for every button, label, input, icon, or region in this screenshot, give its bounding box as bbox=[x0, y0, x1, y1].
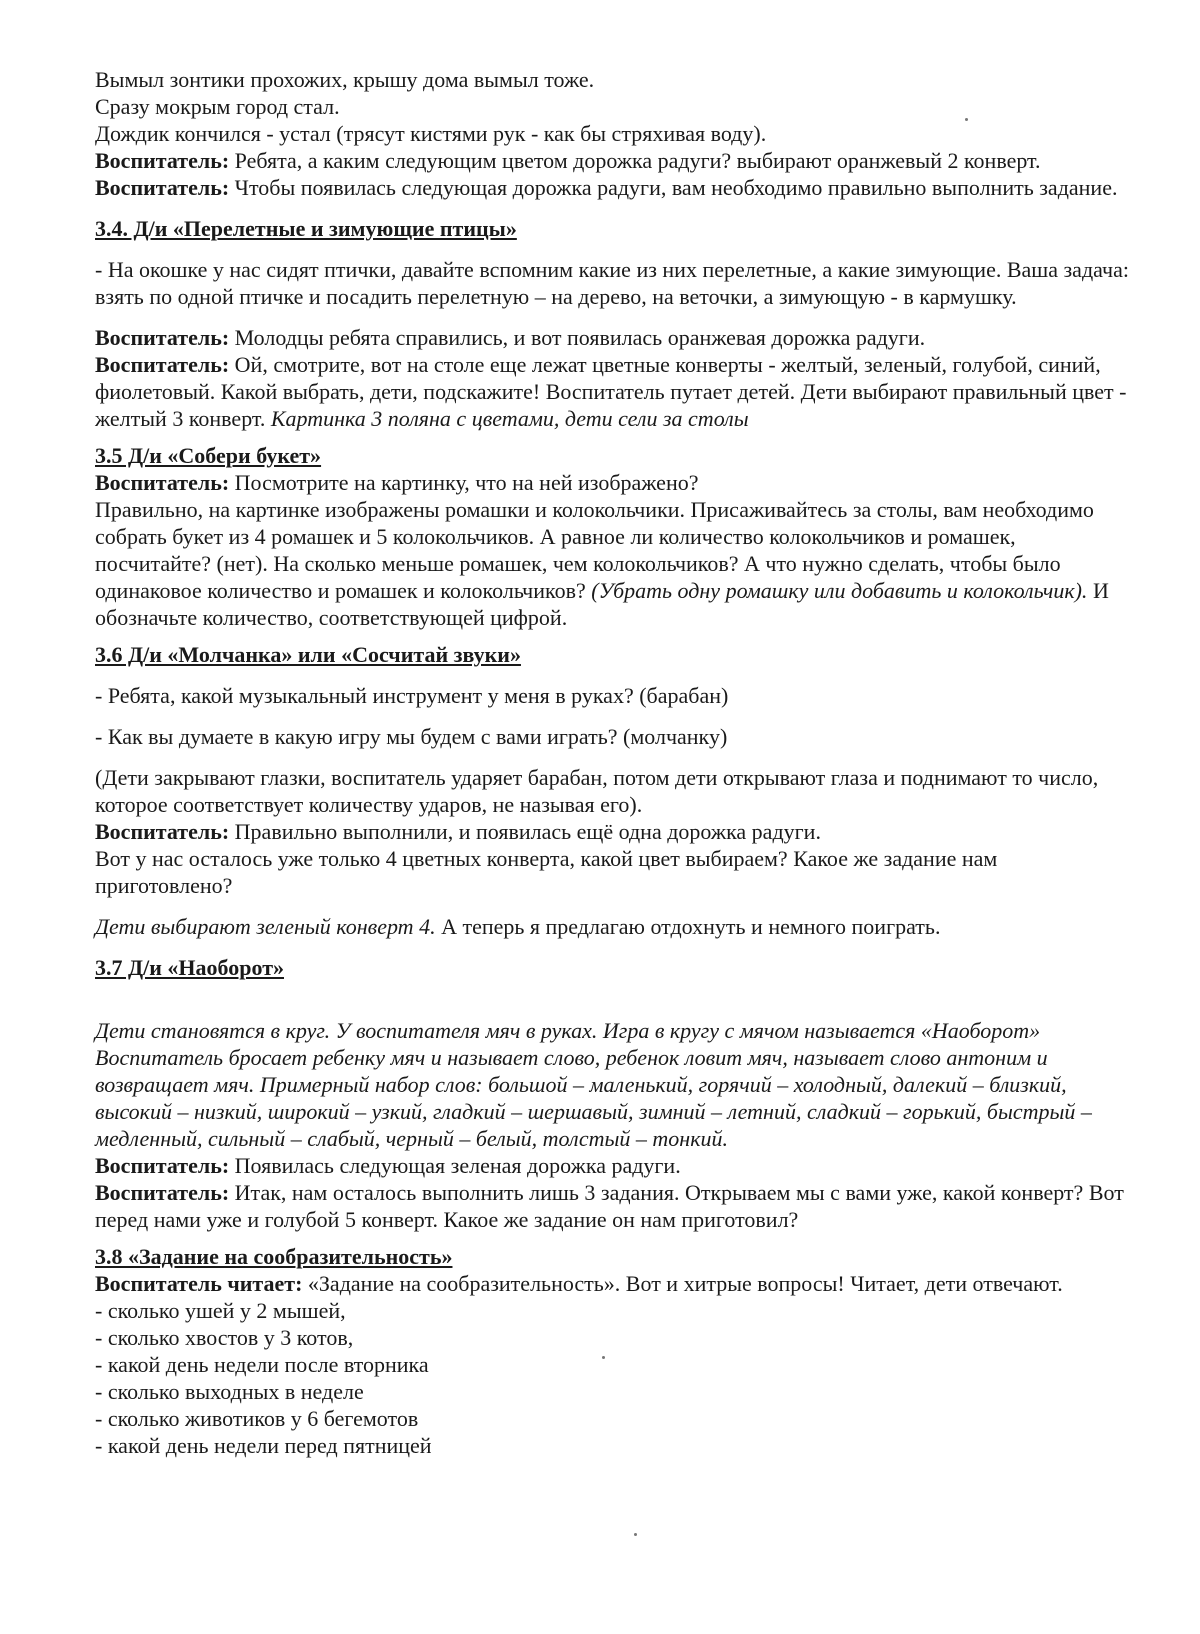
scan-speck bbox=[602, 1356, 605, 1359]
list-item: - какой день недели после вторника bbox=[95, 1352, 429, 1377]
italic-note: Дети становятся в круг. У воспитателя мяч в руках. Игра в кругу с мячом называется «Наоборот» Воспитатель бросает ребенку мяч и называет слово, ребенок ловит мяч, называет слово антоним и возвращает мяч. Примерный набор слов: большой – маленький, горячий – холодный, далекий – близкий, высокий – низкий, широкий – узкий, гладкий – шершавый, зимний – летний, сладкий – горький, быстрый – медленный, сильный – слабый, черный – белый, толстый – тонкий. bbox=[95, 1018, 1092, 1151]
speaker-label: Воспитатель: bbox=[95, 1153, 230, 1178]
poem-line: Сразу мокрым город стал. bbox=[95, 94, 340, 119]
dialogue-text: Ой, смотрите, вот на столе еще лежат цветные конверты - желтый, зеленый, голубой, синий, фиолетовый. Какой выбрать, дети, подскажите! Воспитатель путает детей. Дети выбирают правильный цвет - желтый 3 конверт. bbox=[95, 352, 1127, 431]
poem-line: Вымыл зонтики прохожих, крышу дома вымыл тоже. bbox=[95, 67, 595, 92]
dialogue-paragraph bbox=[95, 469, 1130, 496]
instruction-paragraph: Вот у нас осталось уже только 4 цветных конверта, какой цвет выбираем? Какое же задание нам приготовлено? bbox=[95, 846, 998, 898]
instruction-paragraph bbox=[95, 496, 1130, 631]
list-item: - сколько выходных в неделе bbox=[95, 1379, 364, 1404]
list-item: - сколько животиков у 6 бегемотов bbox=[95, 1406, 419, 1431]
dialogue-text: «Задание на сообразительность». Вот и хитрые вопросы! Читает, дети отвечают. bbox=[307, 1271, 1063, 1296]
scan-speck bbox=[965, 118, 968, 121]
instruction-paragraph: - На окошке у нас сидят птички, давайте вспомним какие из них перелетные, а какие зимующие. Ваша задача: взять по одной птичке и посадить перелетную – на дерево, на веточки, а зимующую - в кармушку. bbox=[95, 257, 1129, 309]
section-title-3-7: 3.7 Д/и «Наоборот» bbox=[95, 955, 284, 980]
dialogue-paragraph bbox=[95, 147, 1130, 174]
speaker-label: Воспитатель: bbox=[95, 175, 230, 200]
instruction-paragraph: (Дети закрывают глазки, воспитатель ударяет барабан, потом дети открывают глаза и поднимают то число, которое соответствует количеству ударов, не называя его). bbox=[95, 765, 1099, 817]
dialogue-paragraph bbox=[95, 1179, 1130, 1233]
dialogue-paragraph bbox=[95, 818, 1130, 845]
speaker-label: Воспитатель: bbox=[95, 352, 230, 377]
dialogue-text: Итак, нам осталось выполнить лишь 3 задания. Открываем мы с вами уже, какой конверт? Вот перед нами уже и голубой 5 конверт. Какое же задание он нам приготовил? bbox=[95, 1180, 1124, 1232]
poem-line: Дождик кончился - устал (трясут кистями рук - как бы стряхивая воду). bbox=[95, 121, 767, 146]
question-line: - Ребята, какой музыкальный инструмент у меня в руках? (барабан) bbox=[95, 683, 729, 708]
section-title-3-5: 3.5 Д/и «Собери букет» bbox=[95, 443, 322, 468]
speaker-label: Воспитатель: bbox=[95, 325, 230, 350]
dialogue-text: Правильно выполнили, и появилась ещё одна дорожка радуги. bbox=[234, 819, 821, 844]
list-item: - сколько ушей у 2 мышей, bbox=[95, 1298, 346, 1323]
italic-paragraph bbox=[95, 1017, 1130, 1152]
dialogue-paragraph bbox=[95, 351, 1130, 432]
dialogue-text: Появилась следующая зеленая дорожка радуги. bbox=[234, 1153, 681, 1178]
speaker-label: Воспитатель читает: bbox=[95, 1271, 303, 1296]
dialogue-paragraph bbox=[95, 1270, 1130, 1297]
section-title-3-6: 3.6 Д/и «Молчанка» или «Сосчитай звуки» bbox=[95, 642, 521, 667]
paragraph-text: И обозначьте количество, соответствующей цифрой. bbox=[95, 578, 1109, 630]
dialogue-text: Ребята, а каким следующим цветом дорожка радуги? выбирают оранжевый 2 конверт. bbox=[234, 148, 1041, 173]
dialogue-text: Молодцы ребята справились, и вот появилась оранжевая дорожка радуги. bbox=[234, 325, 926, 350]
speaker-label: Воспитатель: bbox=[95, 148, 230, 173]
dialogue-paragraph bbox=[95, 1152, 1130, 1179]
dialogue-text: Чтобы появилась следующая дорожка радуги, вам необходимо правильно выполнить задание. bbox=[234, 175, 1118, 200]
instruction-paragraph bbox=[95, 913, 1130, 940]
italic-note: Дети выбирают зеленый конверт 4. bbox=[95, 914, 436, 939]
list-item: - сколько хвостов у 3 котов, bbox=[95, 1325, 354, 1350]
section-title-3-8: 3.8 «Задание на сообразительность» bbox=[95, 1244, 453, 1269]
italic-note: Картинка 3 поляна с цветами, дети сели за столы bbox=[270, 406, 749, 431]
dialogue-paragraph bbox=[95, 174, 1130, 201]
speaker-label: Воспитатель: bbox=[95, 819, 230, 844]
section-title-3-4: 3.4. Д/и «Перелетные и зимующие птицы» bbox=[95, 216, 517, 241]
dialogue-text: Посмотрите на картинку, что на ней изображено? bbox=[234, 470, 699, 495]
scan-speck bbox=[634, 1533, 637, 1536]
italic-note: (Убрать одну ромашку или добавить и колокольчик). bbox=[591, 578, 1088, 603]
dialogue-paragraph bbox=[95, 324, 1130, 351]
speaker-label: Воспитатель: bbox=[95, 470, 230, 495]
question-line: - Как вы думаете в какую игру мы будем с вами играть? (молчанку) bbox=[95, 724, 728, 749]
speaker-label: Воспитатель: bbox=[95, 1180, 230, 1205]
paragraph-text: А теперь я предлагаю отдохнуть и немного поиграть. bbox=[441, 914, 941, 939]
paragraph-text: Правильно, на картинке изображены ромашки и колокольчики. Присаживайтесь за столы, вам необходимо собрать букет из 4 ромашек и 5 колокольчиков. А равное ли количество колокольчиков и ромашек, посчитайте? (нет). На сколько меньше ромашек, чем колокольчиков? А что нужно сделать, чтобы было одинаковое количество и ромашек и колокольчиков? bbox=[95, 497, 1094, 603]
list-item: - какой день недели перед пятницей bbox=[95, 1433, 432, 1458]
